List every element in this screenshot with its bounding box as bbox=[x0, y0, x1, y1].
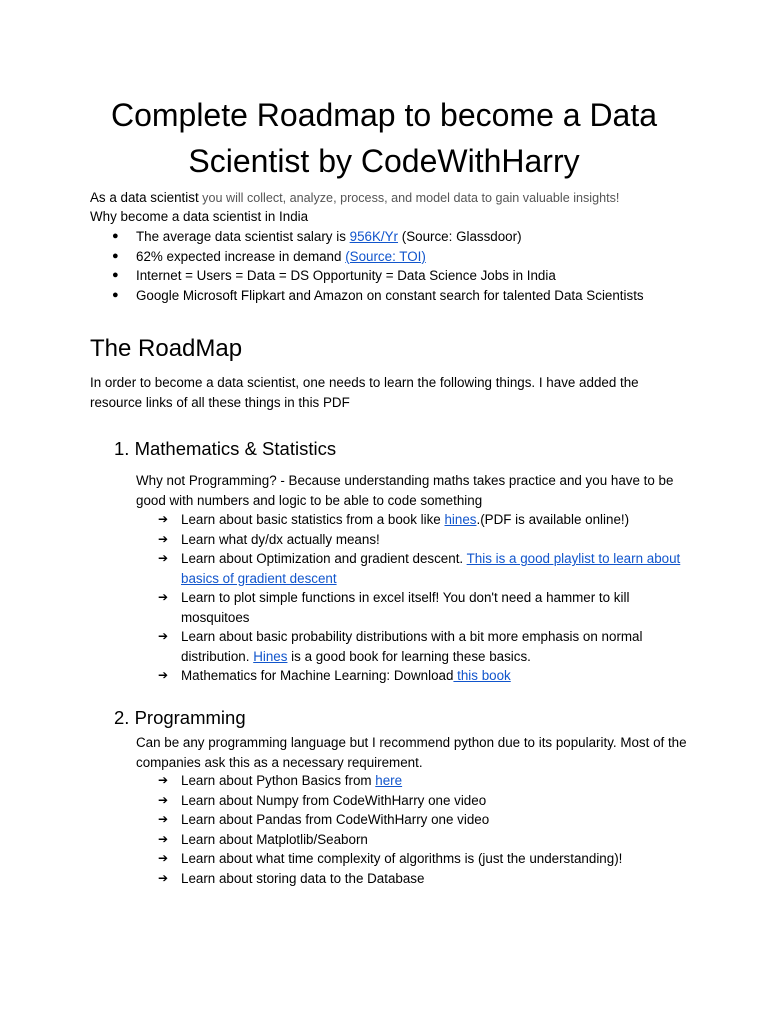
programming-intro: Can be any programming language but I recommend python due to its popularity. Most of the companies ask this as a necessary requirement. bbox=[136, 735, 687, 770]
roadmap-text: In order to become a data scientist, one needs to learn the following things. I have added the resource links of all these things in this PDF bbox=[90, 375, 639, 410]
text: Learn about what time complexity of algorithms is (just the understanding)! bbox=[181, 851, 623, 866]
arrow-icon: ➔ bbox=[158, 590, 169, 604]
india-bullet-list bbox=[112, 227, 644, 305]
text: is a good book for learning these basics. bbox=[287, 648, 531, 664]
list-item bbox=[112, 227, 644, 247]
arrow-icon: ➔ bbox=[158, 551, 169, 565]
text: Learn about Python Basics from bbox=[181, 773, 376, 788]
list-item bbox=[158, 666, 688, 686]
text: Learn about Matplotlib/Seaborn bbox=[181, 831, 368, 847]
list-item bbox=[158, 627, 688, 666]
text: Learn about basic statistics from a book like bbox=[181, 512, 445, 527]
arrow-icon: ➔ bbox=[158, 792, 169, 807]
salary-link[interactable]: 956K/Yr bbox=[349, 229, 399, 244]
ml-book-download-link[interactable]: this book bbox=[453, 668, 511, 683]
list-item bbox=[112, 286, 644, 306]
list-item bbox=[158, 549, 688, 588]
list-item bbox=[158, 588, 688, 627]
intro-lead: As a data scientist bbox=[90, 190, 199, 205]
arrow-icon: ➔ bbox=[158, 851, 169, 865]
hines-book-link[interactable]: Hines bbox=[253, 648, 288, 664]
arrow-icon: ➔ bbox=[158, 512, 169, 526]
arrow-icon: ➔ bbox=[158, 773, 169, 787]
document-title: Complete Roadmap to become a Data Scientist by CodeWithHarry bbox=[110, 97, 658, 179]
python-basics-link[interactable]: here bbox=[375, 773, 403, 788]
roadmap-heading: The RoadMap bbox=[90, 335, 243, 362]
programming-item-list bbox=[158, 771, 688, 888]
list-item bbox=[158, 830, 688, 850]
text: Learn about Pandas from CodeWithHarry one video bbox=[181, 812, 490, 827]
toi-source-link[interactable]: (Source: TOI) bbox=[345, 248, 426, 264]
arrow-icon: ➔ bbox=[158, 812, 169, 826]
text: 62% expected increase in demand bbox=[136, 248, 346, 264]
text: Learn about basic probability distributions with a bit more emphasis on normal distribution. bbox=[181, 629, 643, 664]
text: Learn about Optimization and gradient descent. bbox=[181, 551, 467, 566]
arrow-icon: ➔ bbox=[158, 531, 169, 546]
arrow-icon: ➔ bbox=[158, 870, 169, 885]
list-item bbox=[112, 266, 644, 286]
list-item bbox=[158, 810, 688, 830]
text: Learn about storing data to the Database bbox=[181, 870, 425, 886]
bullet-icon: ● bbox=[112, 288, 119, 301]
arrow-icon: ➔ bbox=[158, 629, 169, 643]
list-item bbox=[158, 791, 688, 811]
text: Internet = Users = Data = DS Opportunity = Data Science Jobs in India bbox=[136, 268, 556, 283]
gradient-descent-playlist-link[interactable]: This is a good playlist to learn about basics of gradient descent bbox=[181, 551, 681, 586]
arrow-icon: ➔ bbox=[158, 831, 169, 846]
list-item bbox=[158, 510, 688, 530]
list-item bbox=[158, 869, 688, 889]
math-heading: 1. Mathematics & Statistics bbox=[114, 438, 337, 459]
bullet-icon: ● bbox=[112, 249, 119, 262]
text: Google Microsoft Flipkart and Amazon on constant search for talented Data Scientists bbox=[136, 287, 644, 303]
text: Learn to plot simple functions in excel itself! You don't need a hammer to kill mosquitoes bbox=[181, 590, 630, 625]
text: Learn about Numpy from CodeWithHarry one video bbox=[181, 792, 487, 808]
list-item bbox=[158, 849, 688, 869]
arrow-icon: ➔ bbox=[158, 668, 169, 682]
math-item-list bbox=[158, 510, 688, 686]
intro-why: Why become a data scientist in India bbox=[90, 209, 309, 224]
text: Learn what dy/dx actually means! bbox=[181, 531, 380, 547]
list-item bbox=[158, 530, 688, 550]
list-item bbox=[158, 771, 688, 791]
text: .(PDF is available online!) bbox=[476, 512, 630, 527]
intro-line bbox=[90, 188, 690, 209]
math-intro: Why not Programming? - Because understanding maths takes practice and you have to be good with numbers and logic to be able to code something bbox=[136, 473, 674, 508]
text: (Source: Glassdoor) bbox=[398, 229, 522, 244]
list-item bbox=[112, 247, 644, 267]
hines-link[interactable]: hines bbox=[444, 512, 477, 527]
intro-lead-rest: you will collect, analyze, process, and model data to gain valuable insights! bbox=[198, 191, 620, 205]
text: The average data scientist salary is bbox=[136, 229, 350, 244]
bullet-icon: ● bbox=[112, 230, 119, 242]
bullet-icon: ● bbox=[112, 269, 119, 281]
programming-heading: 2. Programming bbox=[114, 707, 246, 728]
text: Mathematics for Machine Learning: Download bbox=[181, 668, 454, 683]
